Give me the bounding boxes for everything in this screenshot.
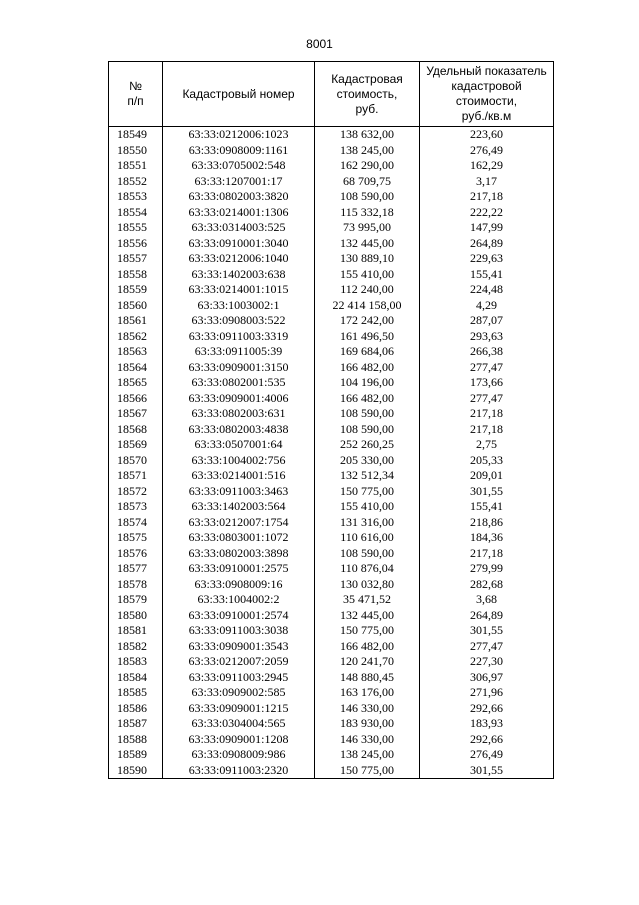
cadastral-value-cell: 172 242,00 (315, 313, 420, 329)
table-row (109, 189, 554, 205)
cadastral-value-cell: 163 176,00 (315, 685, 420, 701)
cadastral-value-cell: 155 410,00 (315, 267, 420, 283)
cadastral-number-cell: 63:33:0214001:1306 (163, 205, 315, 221)
specific-value-cell: 277,47 (420, 360, 554, 376)
table-row (109, 546, 554, 562)
cadastral-value-cell: 108 590,00 (315, 406, 420, 422)
cadastral-number-cell: 63:33:0214001:1015 (163, 282, 315, 298)
cadastral-number-cell: 63:33:0909001:3150 (163, 360, 315, 376)
cadastral-value-cell: 155 410,00 (315, 499, 420, 515)
table-row (109, 267, 554, 283)
specific-value-cell: 218,86 (420, 515, 554, 531)
cadastral-value-cell: 115 332,18 (315, 205, 420, 221)
cadastral-value-cell: 22 414 158,00 (315, 298, 420, 314)
table-row (109, 499, 554, 515)
row-number-cell: 18573 (109, 499, 163, 515)
specific-value-cell: 292,66 (420, 732, 554, 748)
table-row (109, 515, 554, 531)
cadastral-number-cell: 63:33:0909001:1208 (163, 732, 315, 748)
cadastral-number-cell: 63:33:0212007:2059 (163, 654, 315, 670)
cadastral-value-cell: 130 889,10 (315, 251, 420, 267)
cadastral-number-cell: 63:33:0911003:3463 (163, 484, 315, 500)
specific-value-cell: 217,18 (420, 189, 554, 205)
table-row (109, 422, 554, 438)
row-number-cell: 18560 (109, 298, 163, 314)
table-row (109, 344, 554, 360)
specific-value-cell: 184,36 (420, 530, 554, 546)
cadastral-value-cell: 130 032,80 (315, 577, 420, 593)
cadastral-number-cell: 63:33:0908009:16 (163, 577, 315, 593)
table-row (109, 313, 554, 329)
table-row (109, 174, 554, 190)
row-number-cell: 18561 (109, 313, 163, 329)
cadastral-value-cell: 162 290,00 (315, 158, 420, 174)
header-line: кадастровой (451, 79, 522, 93)
cadastral-value-cell: 150 775,00 (315, 763, 420, 779)
cadastral-number-cell: 63:33:0705002:548 (163, 158, 315, 174)
row-number-cell: 18570 (109, 453, 163, 469)
specific-value-cell: 222,22 (420, 205, 554, 221)
table-row (109, 251, 554, 267)
cadastral-number-cell: 63:33:0803001:1072 (163, 530, 315, 546)
cadastral-number-cell: 63:33:1207001:17 (163, 174, 315, 190)
cadastral-value-cell: 112 240,00 (315, 282, 420, 298)
row-number-cell: 18552 (109, 174, 163, 190)
row-number-cell: 18587 (109, 716, 163, 732)
cadastral-number-cell: 63:33:0214001:516 (163, 468, 315, 484)
cadastral-value-cell: 138 632,00 (315, 127, 420, 143)
cadastral-value-cell: 132 445,00 (315, 236, 420, 252)
cadastral-value-cell: 108 590,00 (315, 546, 420, 562)
cadastral-value-cell: 104 196,00 (315, 375, 420, 391)
cadastral-number-cell: 63:33:0908009:1161 (163, 143, 315, 159)
table-row (109, 437, 554, 453)
specific-value-cell: 223,60 (420, 127, 554, 143)
specific-value-cell: 3,68 (420, 592, 554, 608)
table-row (109, 453, 554, 469)
row-number-cell: 18567 (109, 406, 163, 422)
specific-value-cell: 229,63 (420, 251, 554, 267)
specific-value-cell: 209,01 (420, 468, 554, 484)
specific-value-cell: 224,48 (420, 282, 554, 298)
specific-value-cell: 292,66 (420, 701, 554, 717)
table-row (109, 282, 554, 298)
cadastral-value-cell: 205 330,00 (315, 453, 420, 469)
specific-value-cell: 277,47 (420, 391, 554, 407)
table-row (109, 732, 554, 748)
cadastral-number-cell: 63:33:0908009:986 (163, 747, 315, 763)
cadastral-number-cell: 63:33:0314003:525 (163, 220, 315, 236)
header-specific-value (420, 62, 554, 127)
cadastral-value-cell: 150 775,00 (315, 623, 420, 639)
cadastral-number-cell: 63:33:0911003:3319 (163, 329, 315, 345)
row-number-cell: 18554 (109, 205, 163, 221)
row-number-cell: 18574 (109, 515, 163, 531)
row-number-cell: 18577 (109, 561, 163, 577)
specific-value-cell: 2,75 (420, 437, 554, 453)
row-number-cell: 18549 (109, 127, 163, 143)
cadastral-number-cell: 63:33:0507001:64 (163, 437, 315, 453)
cadastral-number-cell: 63:33:0802001:535 (163, 375, 315, 391)
table-row (109, 747, 554, 763)
row-number-cell: 18564 (109, 360, 163, 376)
cadastral-number-cell: 63:33:1003002:1 (163, 298, 315, 314)
cadastral-number-cell: 63:33:0909002:585 (163, 685, 315, 701)
cadastral-value-cell: 166 482,00 (315, 639, 420, 655)
specific-value-cell: 277,47 (420, 639, 554, 655)
specific-value-cell: 4,29 (420, 298, 554, 314)
specific-value-cell: 276,49 (420, 143, 554, 159)
specific-value-cell: 279,99 (420, 561, 554, 577)
table-row (109, 670, 554, 686)
specific-value-cell: 266,38 (420, 344, 554, 360)
cadastral-value-cell: 73 995,00 (315, 220, 420, 236)
specific-value-cell: 227,30 (420, 654, 554, 670)
cadastral-value-cell: 138 245,00 (315, 747, 420, 763)
row-number-cell: 18586 (109, 701, 163, 717)
specific-value-cell: 293,63 (420, 329, 554, 345)
row-number-cell: 18553 (109, 189, 163, 205)
cadastral-value-cell: 150 775,00 (315, 484, 420, 500)
row-number-cell: 18571 (109, 468, 163, 484)
specific-value-cell: 301,55 (420, 763, 554, 779)
header-line: № (129, 79, 142, 93)
table-row (109, 530, 554, 546)
row-number-cell: 18559 (109, 282, 163, 298)
row-number-cell: 18568 (109, 422, 163, 438)
cadastral-value-cell: 108 590,00 (315, 189, 420, 205)
table-row (109, 623, 554, 639)
cadastral-number-cell: 63:33:0909001:4006 (163, 391, 315, 407)
specific-value-cell: 301,55 (420, 484, 554, 500)
specific-value-cell: 276,49 (420, 747, 554, 763)
specific-value-cell: 155,41 (420, 267, 554, 283)
specific-value-cell: 287,07 (420, 313, 554, 329)
row-number-cell: 18588 (109, 732, 163, 748)
table-row (109, 468, 554, 484)
table-row (109, 158, 554, 174)
table-row (109, 592, 554, 608)
cadastral-value-cell: 252 260,25 (315, 437, 420, 453)
cadastral-value-cell: 148 880,45 (315, 670, 420, 686)
row-number-cell: 18572 (109, 484, 163, 500)
row-number-cell: 18557 (109, 251, 163, 267)
cadastral-number-cell: 63:33:0909001:3543 (163, 639, 315, 655)
header-line: стоимость, (336, 86, 398, 101)
header-cadastral-number (163, 62, 315, 127)
cadastral-number-cell: 63:33:0304004:565 (163, 716, 315, 732)
specific-value-cell: 264,89 (420, 608, 554, 624)
cadastral-number-cell: 63:33:1402003:564 (163, 499, 315, 515)
cadastral-number-cell: 63:33:0802003:3820 (163, 189, 315, 205)
header-line: Кадастровый номер (182, 86, 295, 101)
table-row (109, 716, 554, 732)
cadastral-value-cell: 68 709,75 (315, 174, 420, 190)
table-row (109, 391, 554, 407)
row-number-cell: 18582 (109, 639, 163, 655)
row-number-cell: 18579 (109, 592, 163, 608)
cadastral-value-cell: 146 330,00 (315, 701, 420, 717)
row-number-cell: 18569 (109, 437, 163, 453)
cadastral-value-cell: 35 471,52 (315, 592, 420, 608)
table-row (109, 205, 554, 221)
table-row (109, 127, 554, 143)
cadastral-number-cell: 63:33:0910001:2574 (163, 608, 315, 624)
specific-value-cell: 301,55 (420, 623, 554, 639)
row-number-cell: 18556 (109, 236, 163, 252)
row-number-cell: 18555 (109, 220, 163, 236)
cadastral-value-cell: 132 445,00 (315, 608, 420, 624)
cadastral-number-cell: 63:33:0802003:631 (163, 406, 315, 422)
cadastral-value-cell: 166 482,00 (315, 360, 420, 376)
cadastral-value-cell: 146 330,00 (315, 732, 420, 748)
row-number-cell: 18551 (109, 158, 163, 174)
cadastral-value-table (108, 61, 554, 779)
row-number-cell: 18566 (109, 391, 163, 407)
specific-value-cell: 217,18 (420, 546, 554, 562)
specific-value-cell: 147,99 (420, 220, 554, 236)
header-line: п/п (127, 94, 144, 108)
header-line: руб. (355, 101, 379, 116)
cadastral-value-cell: 166 482,00 (315, 391, 420, 407)
cadastral-value-cell: 120 241,70 (315, 654, 420, 670)
specific-value-cell: 264,89 (420, 236, 554, 252)
row-number-cell: 18563 (109, 344, 163, 360)
table-row (109, 375, 554, 391)
header-line: стоимости, (455, 94, 518, 108)
cadastral-number-cell: 63:33:0212006:1040 (163, 251, 315, 267)
header-line: Кадастровая (331, 71, 403, 86)
row-number-cell: 18584 (109, 670, 163, 686)
cadastral-value-cell: 161 496,50 (315, 329, 420, 345)
row-number-cell: 18581 (109, 623, 163, 639)
cadastral-number-cell: 63:33:0911005:39 (163, 344, 315, 360)
cadastral-value-cell: 138 245,00 (315, 143, 420, 159)
cadastral-number-cell: 63:33:0802003:3898 (163, 546, 315, 562)
cadastral-number-cell: 63:33:0908003:522 (163, 313, 315, 329)
cadastral-value-cell: 169 684,06 (315, 344, 420, 360)
specific-value-cell: 217,18 (420, 406, 554, 422)
cadastral-value-cell: 131 316,00 (315, 515, 420, 531)
cadastral-number-cell: 63:33:0909001:1215 (163, 701, 315, 717)
cadastral-number-cell: 63:33:1004002:756 (163, 453, 315, 469)
cadastral-number-cell: 63:33:1402003:638 (163, 267, 315, 283)
cadastral-number-cell: 63:33:0911003:2320 (163, 763, 315, 779)
table-row (109, 654, 554, 670)
table-row (109, 608, 554, 624)
cadastral-value-cell: 110 616,00 (315, 530, 420, 546)
header-line: Удельный показатель (426, 64, 547, 78)
row-number-cell: 18575 (109, 530, 163, 546)
specific-value-cell: 173,66 (420, 375, 554, 391)
table-row (109, 406, 554, 422)
row-number-cell: 18580 (109, 608, 163, 624)
specific-value-cell: 3,17 (420, 174, 554, 190)
row-number-cell: 18585 (109, 685, 163, 701)
cadastral-number-cell: 63:33:0910001:3040 (163, 236, 315, 252)
table-header-row (109, 62, 554, 127)
specific-value-cell: 217,18 (420, 422, 554, 438)
cadastral-number-cell: 63:33:0212006:1023 (163, 127, 315, 143)
cadastral-value-cell: 183 930,00 (315, 716, 420, 732)
table-row (109, 143, 554, 159)
row-number-cell: 18565 (109, 375, 163, 391)
table-row (109, 639, 554, 655)
row-number-cell: 18562 (109, 329, 163, 345)
specific-value-cell: 155,41 (420, 499, 554, 515)
row-number-cell: 18590 (109, 763, 163, 779)
cadastral-number-cell: 63:33:0910001:2575 (163, 561, 315, 577)
cadastral-value-cell: 108 590,00 (315, 422, 420, 438)
table-row (109, 763, 554, 779)
row-number-cell: 18583 (109, 654, 163, 670)
row-number-cell: 18576 (109, 546, 163, 562)
cadastral-value-cell: 110 876,04 (315, 561, 420, 577)
row-number-cell: 18578 (109, 577, 163, 593)
table-row (109, 298, 554, 314)
table-row (109, 701, 554, 717)
table-row (109, 685, 554, 701)
specific-value-cell: 282,68 (420, 577, 554, 593)
cadastral-number-cell: 63:33:1004002:2 (163, 592, 315, 608)
row-number-cell: 18558 (109, 267, 163, 283)
cadastral-number-cell: 63:33:0911003:2945 (163, 670, 315, 686)
table-row (109, 561, 554, 577)
cadastral-number-cell: 63:33:0911003:3038 (163, 623, 315, 639)
table-row (109, 220, 554, 236)
header-cadastral-value (315, 62, 420, 127)
row-number-cell: 18550 (109, 143, 163, 159)
specific-value-cell: 205,33 (420, 453, 554, 469)
table-row (109, 577, 554, 593)
page-number: 8001 (306, 37, 333, 51)
table-body (109, 127, 554, 779)
header-line: руб./кв.м (461, 109, 512, 123)
table-row (109, 236, 554, 252)
cadastral-value-cell: 132 512,34 (315, 468, 420, 484)
header-row-number (109, 62, 163, 127)
cadastral-number-cell: 63:33:0802003:4838 (163, 422, 315, 438)
cadastral-number-cell: 63:33:0212007:1754 (163, 515, 315, 531)
specific-value-cell: 271,96 (420, 685, 554, 701)
specific-value-cell: 162,29 (420, 158, 554, 174)
table-row (109, 360, 554, 376)
table-row (109, 484, 554, 500)
row-number-cell: 18589 (109, 747, 163, 763)
table-row (109, 329, 554, 345)
specific-value-cell: 306,97 (420, 670, 554, 686)
specific-value-cell: 183,93 (420, 716, 554, 732)
